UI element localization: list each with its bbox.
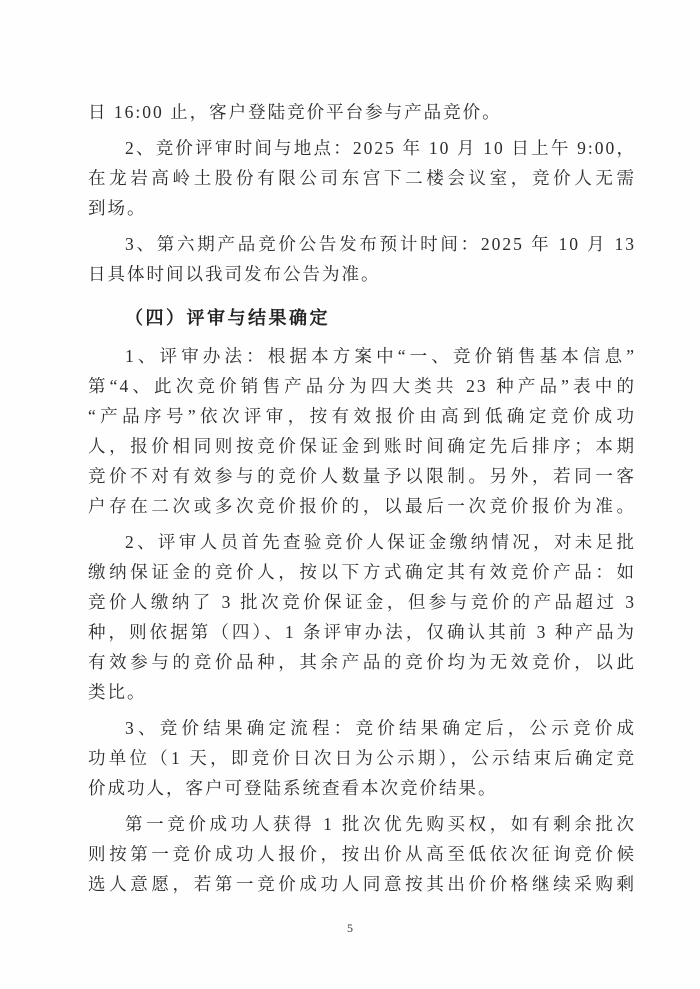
text-line: 第“4、此次竞价销售产品分为四大类共 23 种产品”表中的 — [88, 376, 636, 396]
text-line: 日具体时间以我司发布公告为准。 — [88, 264, 381, 284]
text-line: 则按第一竞价成功人报价，按出价从高至低依次征询竞价候 — [88, 844, 636, 864]
section-heading: （四）评审与结果确定 — [125, 308, 330, 328]
paragraph-result-process — [88, 713, 636, 803]
text-line: 竞价人缴纳了 3 批次竞价保证金，但参与竞价的产品超过 3 — [88, 592, 636, 612]
text-line: 在龙岩高岭土股份有限公司东宫下二楼会议室，竞价人无需 — [88, 168, 636, 188]
text-line: 到场。 — [88, 198, 147, 218]
text-line: 缴纳保证金的竞价人，按以下方式确定其有效竞价产品：如 — [88, 562, 636, 582]
text-line: 1、评审办法：根据本方案中“一、竞价销售基本信息” — [125, 346, 636, 366]
text-line: 日 16:00 止，客户登陆竞价平台参与产品竞价。 — [88, 102, 502, 122]
text-line: 价成功人，客户可登陆系统查看本次竞价结果。 — [88, 778, 498, 798]
page-number: 5 — [347, 921, 353, 935]
document-body — [88, 97, 636, 899]
paragraph-next-announcement — [88, 229, 636, 289]
text-line: 户存在二次或多次竞价报价的，以最后一次竞价报价为准。 — [88, 496, 636, 516]
text-line: “产品序号”依次评审，按有效报价由高到低确定竞价成功 — [88, 406, 636, 426]
text-line: 有效参与的竞价品种，其余产品的竞价均为无效竞价，以此 — [88, 652, 636, 672]
paragraph-first-winner — [88, 809, 636, 899]
text-line: 选人意愿，若第一竞价成功人同意按其出价价格继续采购剩 — [88, 874, 636, 894]
text-line: 竞价不对有效参与的竞价人数量予以限制。另外，若同一客 — [88, 466, 636, 486]
paragraph-review-method — [88, 341, 636, 521]
text-line: 2、评审人员首先查验竞价人保证金缴纳情况，对未足批 — [125, 532, 636, 552]
text-line: 3、竞价结果确定流程：竞价结果确定后，公示竞价成 — [125, 718, 636, 738]
text-line: 类比。 — [88, 682, 147, 702]
text-line: 2、竞价评审时间与地点：2025 年 10 月 10 日上午 9:00， — [125, 138, 636, 158]
text-line: 人，报价相同则按竞价保证金到账时间确定先后排序；本期 — [88, 436, 636, 456]
text-line: 种，则依据第（四）、1 条评审办法，仅确认其前 3 种产品为 — [88, 622, 636, 642]
text-line: 功单位（1 天，即竞价日次日为公示期），公示结束后确定竞 — [88, 748, 636, 768]
paragraph-review-time — [88, 133, 636, 223]
text-line: 第一竞价成功人获得 1 批次优先购买权，如有剩余批次 — [125, 814, 636, 834]
paragraph-deposit-verification — [88, 527, 636, 707]
paragraph-deadline — [88, 97, 636, 127]
text-line: 3、第六期产品竞价公告发布预计时间：2025 年 10 月 13 — [125, 234, 636, 254]
